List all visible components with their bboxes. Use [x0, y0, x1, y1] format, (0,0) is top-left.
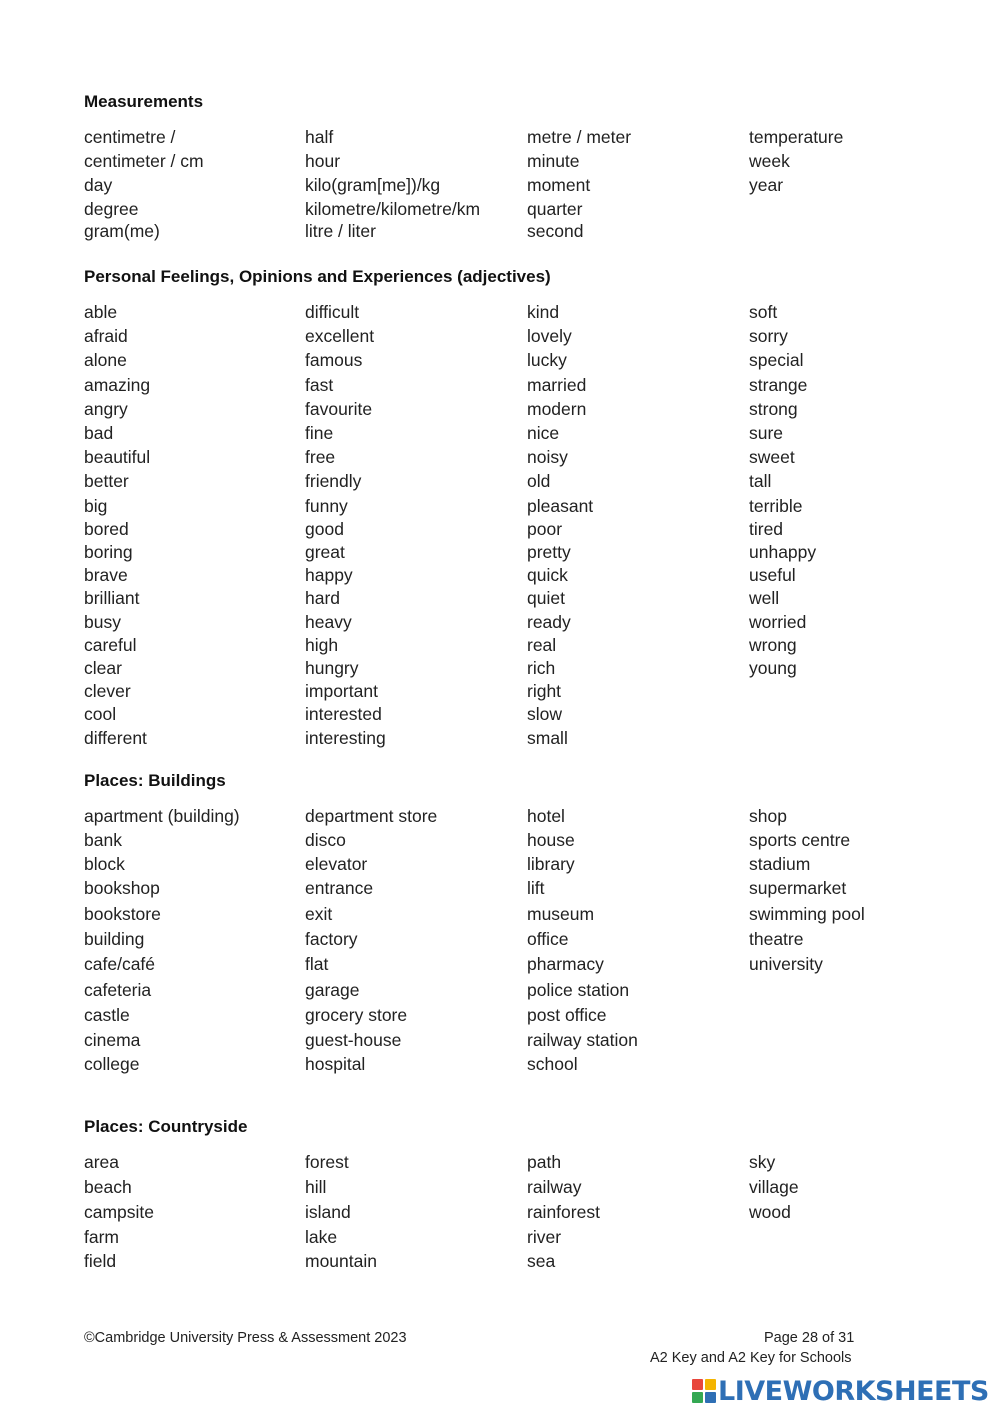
- vocabulary-word: island: [305, 1202, 351, 1222]
- vocabulary-word: year: [749, 175, 784, 195]
- vocabulary-word: brave: [84, 565, 128, 586]
- copyright-text: ©Cambridge University Press & Assessment 2023: [84, 1330, 407, 1346]
- vocabulary-word: sky: [749, 1152, 776, 1172]
- vocabulary-word: hour: [305, 151, 341, 171]
- vocabulary-word: guest-house: [305, 1030, 402, 1050]
- vocabulary-word: slow: [527, 704, 563, 725]
- vocabulary-word: terrible: [749, 495, 803, 516]
- vocabulary-word: real: [527, 634, 557, 655]
- vocabulary-word: tired: [749, 518, 784, 539]
- vocabulary-word: lovely: [527, 326, 572, 347]
- vocabulary-word: strange: [749, 374, 808, 395]
- vocabulary-word: bookstore: [84, 904, 161, 924]
- vocabulary-word: heavy: [305, 611, 352, 632]
- vocabulary-word: great: [305, 542, 345, 562]
- vocabulary-word: railway: [527, 1177, 582, 1197]
- section-title-countryside: Places: Countryside: [84, 1117, 248, 1136]
- vocabulary-word: different: [84, 727, 147, 748]
- vocabulary-word: quiet: [527, 588, 565, 609]
- vocabulary-word: pretty: [527, 542, 571, 562]
- vocabulary-word: interested: [305, 704, 382, 725]
- vocabulary-word: elevator: [305, 854, 368, 874]
- vocabulary-word: busy: [84, 611, 121, 632]
- vocabulary-word: beach: [84, 1177, 132, 1197]
- vocabulary-word: river: [527, 1227, 562, 1247]
- vocabulary-word: bookshop: [84, 878, 160, 898]
- vocabulary-word: fine: [305, 423, 334, 443]
- vocabulary-word: degree: [84, 199, 139, 219]
- liveworksheets-logo-icon: [692, 1379, 716, 1403]
- vocabulary-word: moment: [527, 175, 591, 195]
- vocabulary-word: field: [84, 1251, 117, 1271]
- vocabulary-word: lake: [305, 1227, 338, 1247]
- vocabulary-word: high: [305, 634, 339, 655]
- vocabulary-word: school: [527, 1054, 578, 1074]
- vocabulary-word: day: [84, 175, 113, 195]
- vocabulary-word: building: [84, 929, 145, 949]
- vocabulary-word: police station: [527, 980, 630, 1000]
- vocabulary-word: well: [749, 588, 780, 609]
- vocabulary-word: wrong: [749, 634, 797, 655]
- vocabulary-word: wood: [749, 1202, 791, 1222]
- vocabulary-word: hard: [305, 588, 341, 609]
- vocabulary-word: kilo(gram[me])/kg: [305, 175, 441, 195]
- vocabulary-word: famous: [305, 350, 363, 371]
- vocabulary-word: interesting: [305, 727, 386, 748]
- vocabulary-word: pleasant: [527, 495, 594, 516]
- vocabulary-word: ready: [527, 611, 571, 632]
- vocabulary-word: angry: [84, 398, 128, 419]
- section-title-buildings: Places: Buildings: [84, 771, 226, 790]
- vocabulary-word: useful: [749, 565, 796, 586]
- vocabulary-word: shop: [749, 806, 787, 826]
- section-title-measurements: Measurements: [84, 92, 204, 111]
- vocabulary-word: brilliant: [84, 588, 140, 609]
- vocabulary-word: hotel: [527, 806, 565, 826]
- vocabulary-word: sea: [527, 1251, 556, 1271]
- vocabulary-word: sweet: [749, 447, 795, 468]
- vocabulary-word: married: [527, 374, 587, 395]
- vocabulary-word: quick: [527, 565, 568, 586]
- vocabulary-word: temperature: [749, 127, 844, 147]
- vocabulary-word: pharmacy: [527, 954, 604, 974]
- vocabulary-word: swimming pool: [749, 904, 865, 924]
- vocabulary-word: big: [84, 495, 108, 516]
- vocabulary-word: village: [749, 1177, 799, 1197]
- vocabulary-word: soft: [749, 302, 778, 322]
- vocabulary-word: theatre: [749, 929, 804, 949]
- vocabulary-word: beautiful: [84, 447, 151, 468]
- vocabulary-word: gram(me): [84, 221, 160, 241]
- vocabulary-word: cool: [84, 704, 117, 725]
- vocabulary-word: centimeter / cm: [84, 151, 204, 171]
- vocabulary-word: week: [749, 151, 790, 171]
- vocabulary-word: poor: [527, 518, 563, 539]
- vocabulary-word: block: [84, 854, 125, 874]
- vocabulary-word: important: [305, 681, 378, 702]
- vocabulary-word: worried: [749, 611, 807, 632]
- page-number: Page 28 of 31: [764, 1330, 855, 1346]
- vocabulary-word: supermarket: [749, 878, 847, 898]
- vocabulary-word: free: [305, 447, 336, 468]
- vocabulary-word: entrance: [305, 878, 374, 898]
- vocabulary-word: better: [84, 471, 129, 492]
- vocabulary-word: friendly: [305, 471, 362, 492]
- vocabulary-word: funny: [305, 495, 348, 516]
- vocabulary-word: centimetre /: [84, 127, 176, 147]
- vocabulary-word: disco: [305, 830, 346, 850]
- vocabulary-word: sure: [749, 423, 784, 443]
- vocabulary-word: boring: [84, 542, 133, 562]
- brand-name: LIVEWORKSHEETS: [718, 1375, 989, 1407]
- vocabulary-word: area: [84, 1152, 120, 1172]
- vocabulary-word: favourite: [305, 398, 373, 419]
- vocabulary-word: university: [749, 954, 823, 974]
- vocabulary-word: cafe/café: [84, 954, 156, 974]
- vocabulary-word: happy: [305, 565, 353, 586]
- vocabulary-word: bad: [84, 423, 114, 443]
- vocabulary-word: castle: [84, 1005, 130, 1025]
- vocabulary-word: second: [527, 221, 584, 241]
- liveworksheets-brand: [692, 1376, 989, 1406]
- exam-name: A2 Key and A2 Key for Schools: [650, 1350, 852, 1366]
- vocabulary-word: noisy: [527, 447, 568, 468]
- vocabulary-word: stadium: [749, 854, 811, 874]
- vocabulary-word: office: [527, 929, 569, 949]
- vocabulary-word: clear: [84, 658, 122, 678]
- vocabulary-word: old: [527, 471, 551, 492]
- vocabulary-word: garage: [305, 980, 360, 1000]
- vocabulary-word: department store: [305, 806, 438, 826]
- vocabulary-word: rainforest: [527, 1202, 600, 1222]
- vocabulary-word: bored: [84, 518, 129, 539]
- vocabulary-word: unhappy: [749, 542, 817, 562]
- vocabulary-word: special: [749, 350, 804, 371]
- vocabulary-word: farm: [84, 1227, 119, 1247]
- vocabulary-word: lucky: [527, 350, 567, 371]
- vocabulary-word: right: [527, 681, 562, 702]
- vocabulary-word: amazing: [84, 374, 151, 395]
- vocabulary-word: able: [84, 302, 118, 322]
- vocabulary-word: path: [527, 1152, 562, 1172]
- vocabulary-word: afraid: [84, 326, 128, 347]
- vocabulary-word: fast: [305, 374, 334, 395]
- vocabulary-word: alone: [84, 350, 127, 371]
- vocabulary-word: quarter: [527, 199, 583, 219]
- vocabulary-word: sorry: [749, 326, 788, 347]
- vocabulary-word: sports centre: [749, 830, 851, 850]
- vocabulary-word: kilometre/kilometre/km: [305, 199, 481, 219]
- vocabulary-word: grocery store: [305, 1005, 408, 1025]
- vocabulary-word: hospital: [305, 1054, 366, 1074]
- vocabulary-word: apartment (building): [84, 806, 240, 826]
- vocabulary-word: cinema: [84, 1030, 141, 1050]
- vocabulary-word: hungry: [305, 658, 359, 678]
- vocabulary-word: modern: [527, 398, 587, 419]
- vocabulary-word: excellent: [305, 326, 375, 347]
- vocabulary-word: mountain: [305, 1251, 377, 1271]
- vocabulary-word: bank: [84, 830, 122, 850]
- vocabulary-word: good: [305, 518, 344, 539]
- vocabulary-word: hill: [305, 1177, 327, 1197]
- vocabulary-word: campsite: [84, 1202, 155, 1222]
- vocabulary-word: lift: [527, 878, 545, 898]
- vocabulary-word: flat: [305, 954, 329, 974]
- vocabulary-word: small: [527, 727, 568, 748]
- vocabulary-word: minute: [527, 151, 580, 171]
- vocabulary-word: post office: [527, 1005, 607, 1025]
- vocabulary-word: exit: [305, 904, 333, 924]
- vocabulary-word: factory: [305, 929, 358, 949]
- vocabulary-word: railway station: [527, 1030, 638, 1050]
- vocabulary-word: cafeteria: [84, 980, 152, 1000]
- vocabulary-word: nice: [527, 423, 560, 443]
- vocabulary-word: library: [527, 854, 575, 874]
- section-title-adjectives: Personal Feelings, Opinions and Experiences (adjectives): [84, 267, 551, 286]
- vocabulary-word: difficult: [305, 302, 360, 322]
- vocabulary-word: metre / meter: [527, 127, 632, 147]
- vocabulary-word: litre / liter: [305, 221, 376, 241]
- vocabulary-word: strong: [749, 398, 798, 419]
- vocabulary-word: college: [84, 1054, 140, 1074]
- vocabulary-word: forest: [305, 1152, 349, 1172]
- vocabulary-word: kind: [527, 302, 560, 322]
- vocabulary-word: museum: [527, 904, 595, 924]
- vocabulary-word: rich: [527, 658, 556, 678]
- vocabulary-word: careful: [84, 634, 137, 655]
- vocabulary-word: clever: [84, 681, 131, 702]
- vocabulary-word: young: [749, 658, 797, 678]
- vocabulary-word: house: [527, 830, 575, 850]
- vocabulary-word: half: [305, 127, 334, 147]
- vocabulary-word: tall: [749, 471, 772, 492]
